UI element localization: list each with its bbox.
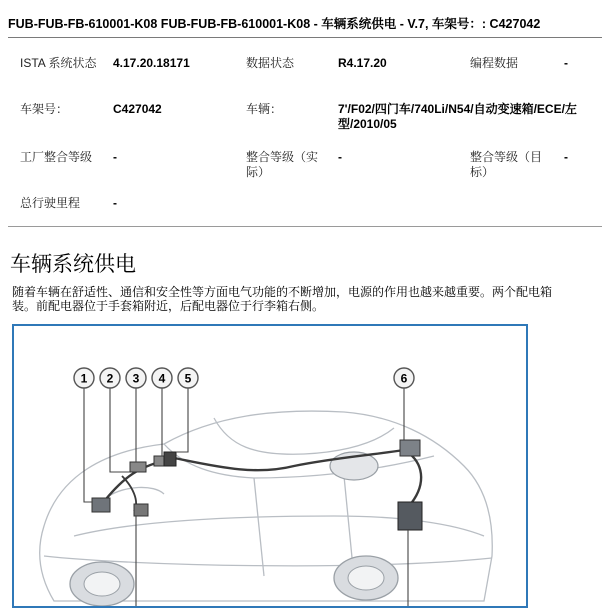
callout-3 [126, 368, 146, 388]
vehicle-battery [398, 502, 422, 530]
safety-battery-terminal [164, 452, 176, 466]
callout-1 [74, 368, 94, 388]
programming-data-label: 编程数据 [470, 56, 519, 70]
programming-data-value: - [564, 56, 568, 70]
callout-1-label: 1 [80, 371, 88, 386]
front-power-distribution-box [92, 498, 110, 512]
description-line-2: 装。前配电器位于手套箱附近，后配电器位于行李箱右侧。 [12, 299, 325, 313]
rear-wheel [334, 556, 398, 600]
battery-sensor [134, 504, 148, 516]
data-status-label: 数据状态 [246, 56, 295, 70]
callout-5-label: 5 [184, 371, 192, 386]
section-description [12, 285, 602, 313]
section-title: 车辆系统供电 [10, 252, 136, 276]
callout-2 [100, 368, 120, 388]
total-mileage-label: 总行驶里程 [20, 196, 81, 210]
callout-6 [394, 368, 414, 388]
factory-integration-label: 工厂整合等级 [20, 150, 93, 164]
data-status-value: R4.17.20 [338, 56, 387, 70]
callout-5 [178, 368, 198, 388]
total-mileage-value: - [113, 196, 117, 210]
callout-2-label: 2 [106, 371, 114, 386]
ista-status-value: 4.17.20.18171 [113, 56, 190, 70]
target-integration-value: - [564, 150, 568, 164]
junction-terminal [130, 462, 146, 472]
header-divider [8, 37, 602, 38]
callout-3-label: 3 [132, 371, 140, 386]
vin-value: C427042 [113, 102, 162, 116]
vehicle-value: 7'/F02/四门车/740Li/N54/自动变速箱/ECE/左型/2010/05 [338, 102, 577, 131]
callout-6-label: 6 [400, 371, 408, 386]
callout-4-label: 4 [158, 371, 166, 386]
callout-4 [152, 368, 172, 388]
actual-integration-label: 整合等级（实际） [246, 150, 319, 179]
factory-integration-value: - [113, 150, 117, 164]
vehicle-power-diagram [14, 326, 526, 606]
rear-power-distribution-box [400, 440, 420, 456]
description-line-1: 随着车辆在舒适性、通信和安全性等方面电气功能的不断增加，电源的作用也越来越重要。两个配电箱 [12, 285, 553, 299]
front-wheel [70, 562, 134, 606]
page-header-title: FUB-FUB-FB-610001-K08 FUB-FUB-FB-610001-K08 - 车辆系统供电 - V.7, 车架号：: C427042 [8, 17, 541, 31]
power-supply-figure [12, 324, 528, 608]
target-integration-label: 整合等级（目标） [470, 150, 543, 179]
ista-status-label: ISTA 系统状态 [20, 56, 97, 70]
vin-label: 车架号： [20, 102, 69, 116]
table-divider [8, 226, 602, 227]
actual-integration-value: - [338, 150, 342, 164]
vehicle-label: 车辆： [246, 102, 283, 116]
